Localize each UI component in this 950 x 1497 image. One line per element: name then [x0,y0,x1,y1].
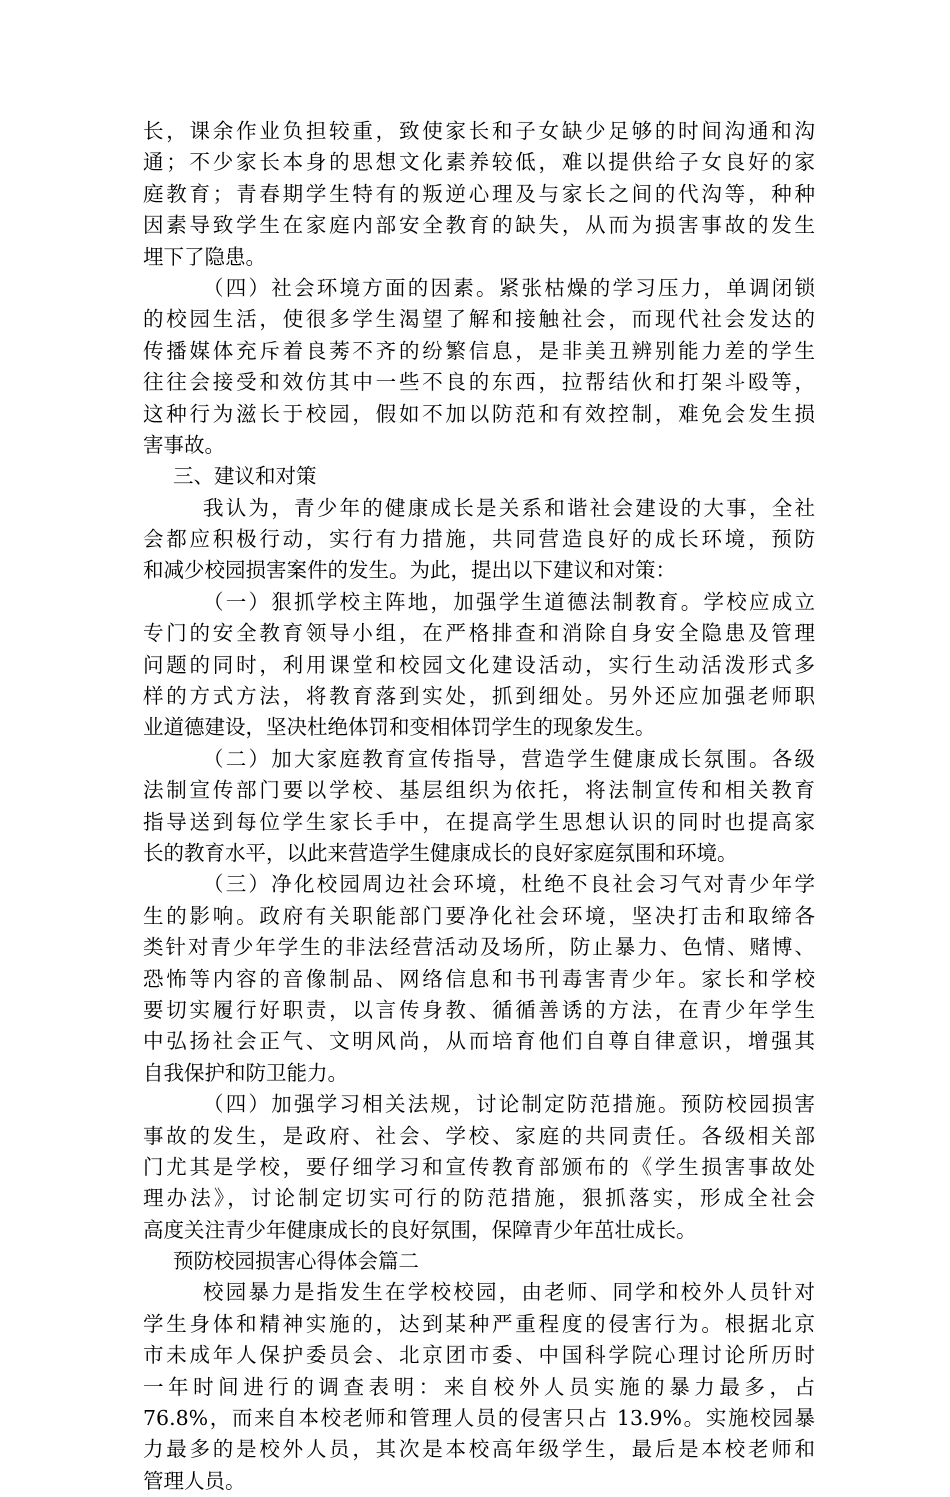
text-line: 高度关注青少年健康成长的良好氛围，保障青少年茁壮成长。 [143,1217,697,1242]
text-line: 市未成年人保护委员会、北京团市委、中国科学院心理讨论所历时 [143,1343,815,1368]
text-line: 一年时间进行的调查表明：来自校外人员实施的暴力最多，占 [143,1374,815,1399]
text-line: （四）社会环境方面的因素。紧张枯燥的学习压力，单调闭锁 [203,275,815,300]
text-line: 要切实履行好职责，以言传身教、循循善诱的方法，在青少年学生 [143,997,815,1022]
text-line: 样的方式方法，将教育落到实处，抓到细处。另外还应加强老师职 [143,684,815,709]
text-line: 生的影响。政府有关职能部门要净化社会环境，坚决打击和取缔各 [143,903,815,928]
text-line: 害事故。 [143,432,225,457]
text-line: 理办法》，讨论制定切实可行的防范措施，狠抓落实，形成全社会 [143,1186,815,1211]
text-line: 自我保护和防卫能力。 [143,1060,348,1085]
text-line: 法制宣传部门要以学校、基层组织为依托，将法制宣传和相关教育 [143,778,815,803]
text-line: 问题的同时，利用课堂和校园文化建设活动，实行生动活泼形式多 [143,652,815,677]
text-line: 和减少校园损害案件的发生。为此，提出以下建议和对策： [143,558,676,583]
text-line: 中弘扬社会正气、文明风尚，从而培育他们自尊自律意识，增强其 [143,1029,815,1054]
text-line: 的校园生活，使很多学生渴望了解和接触社会，而现代社会发达的 [143,307,815,332]
text-line: 恐怖等内容的音像制品、网络信息和书刊毒害青少年。家长和学校 [143,966,815,991]
text-line: 长的教育水平，以此来营造学生健康成长的良好家庭氛围和环境。 [143,840,738,865]
text-line: 传播媒体充斥着良莠不齐的纷繁信息，是非美丑辨别能力差的学生 [143,338,815,363]
text-line: （三）净化校园周边社会环境，杜绝不良社会习气对青少年学 [203,872,815,897]
text-line: 我认为，青少年的健康成长是关系和谐社会建设的大事，全社 [203,495,815,520]
text-line: 通；不少家长本身的思想文化素养较低，难以提供给子女良好的家 [143,150,815,175]
text-line: （一）狠抓学校主阵地，加强学生道德法制教育。学校应成立 [203,589,815,614]
text-line: 力最多的是校外人员，其次是本校高年级学生，最后是本校老师和 [143,1437,815,1462]
text-line: 校园暴力是指发生在学校校园，由老师、同学和校外人员针对 [203,1280,815,1305]
text-line: （四）加强学习相关法规，讨论制定防范措施。预防校园损害 [203,1092,815,1117]
text-line: 业道德建设，坚决杜绝体罚和变相体罚学生的现象发生。 [143,715,656,740]
text-line: 往往会接受和效仿其中一些不良的东西，拉帮结伙和打架斗殴等， [143,370,815,395]
text-line: 专门的安全教育领导小组，在严格排查和消除自身安全隐患及管理 [143,621,815,646]
text-line: 76.8%，而来自本校老师和管理人员的侵害只占 13.9%。实施校园暴 [143,1406,815,1431]
text-line: 会都应积极行动，实行有力措施，共同营造良好的成长环境，预防 [143,527,815,552]
text-line: 指导送到每位学生家长手中，在提高学生思想认识的同时也提高家 [143,809,815,834]
text-line: 庭教育；青春期学生特有的叛逆心理及与家长之间的代沟等，种种 [143,181,815,206]
text-line: 学生身体和精神实施的，达到某种严重程度的侵害行为。根据北京 [143,1311,815,1336]
text-line: 三、建议和对策 [173,464,317,489]
text-line: 这种行为滋长于校园，假如不加以防范和有效控制，难免会发生损 [143,401,815,426]
text-line: 预防校园损害心得体会篇二 [173,1249,419,1274]
text-line: 因素导致学生在家庭内部安全教育的缺失，从而为损害事故的发生 [143,213,815,238]
text-line: 管理人员。 [143,1468,246,1493]
text-line: （二）加大家庭教育宣传指导，营造学生健康成长氛围。各级 [203,746,815,771]
text-line: 埋下了隐患。 [143,244,266,269]
text-line: 事故的发生，是政府、社会、学校、家庭的共同责任。各级相关部 [143,1123,815,1148]
document-body [143,116,815,1497]
text-line: 门尤其是学校，要仔细学习和宣传教育部颁布的《学生损害事故处 [143,1154,815,1179]
text-line: 类针对青少年学生的非法经营活动及场所，防止暴力、色情、赌博、 [143,935,815,960]
text-line: 长，课余作业负担较重，致使家长和子女缺少足够的时间沟通和沟 [143,119,815,143]
